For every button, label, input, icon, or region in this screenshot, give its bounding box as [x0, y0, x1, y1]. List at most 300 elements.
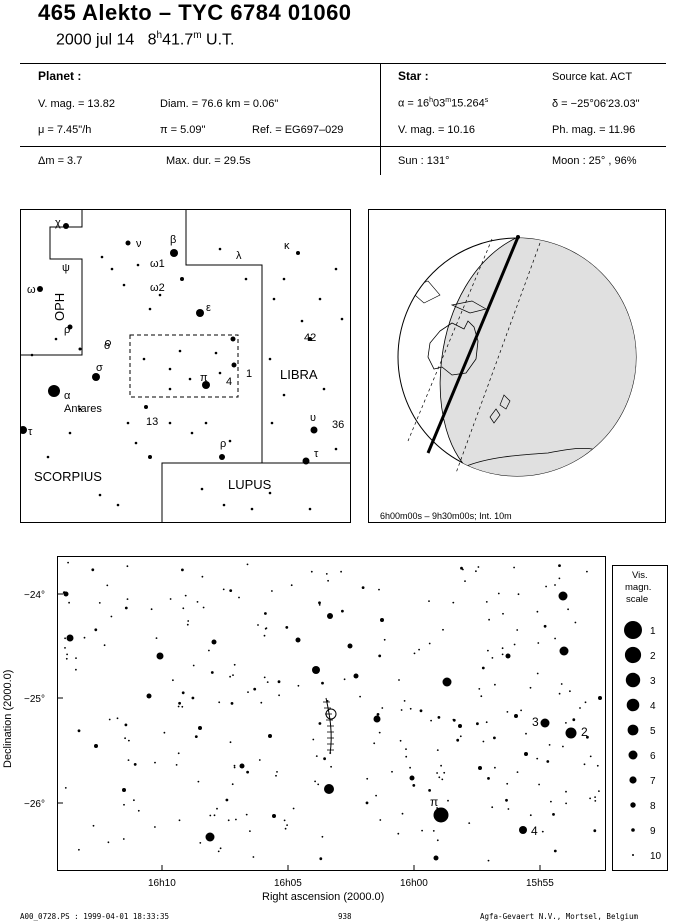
- faint-star: [400, 740, 402, 742]
- faint-star: [291, 584, 293, 586]
- legend-dot-10: [632, 854, 634, 856]
- sun-elongation: Sun : 131°: [398, 155, 450, 167]
- magnitude-legend: [613, 566, 668, 871]
- faint-star: [579, 707, 581, 709]
- faint-star: [409, 767, 411, 769]
- faint-star: [127, 565, 129, 567]
- event-date: 2000 jul 14: [56, 31, 135, 49]
- faint-star: [123, 804, 125, 806]
- faint-star: [494, 684, 496, 686]
- ra-h-unit: h: [429, 97, 434, 104]
- planet-parallax: π = 5.09": [160, 124, 206, 136]
- faint-star: [513, 567, 515, 569]
- faint-star: [567, 608, 569, 610]
- star-label-3: 3: [532, 715, 539, 729]
- faint-star: [260, 702, 262, 704]
- faint-star: [214, 814, 216, 816]
- ra-hours: α = 16: [398, 97, 430, 110]
- faint-star: [502, 613, 504, 615]
- faint-star: [91, 568, 94, 571]
- faint-star: [123, 838, 125, 840]
- delta-mag: Δm = 3.7: [38, 155, 83, 167]
- faint-star: [429, 643, 431, 645]
- faint-star: [475, 570, 477, 572]
- faint-star: [502, 647, 504, 649]
- faint-star: [319, 857, 322, 860]
- faint-star: [78, 729, 81, 732]
- faint-star: [229, 676, 231, 678]
- faint-star: [133, 799, 135, 801]
- faint-star: [117, 717, 119, 719]
- faint-star: [195, 735, 198, 738]
- faint-star: [278, 694, 280, 696]
- info-top-rule: [20, 63, 666, 64]
- faint-star: [267, 681, 269, 683]
- faint-star: [223, 589, 225, 591]
- faint-star: [317, 784, 319, 786]
- faint-star: [452, 602, 454, 604]
- faint-star: [514, 644, 516, 646]
- faint-star: [488, 860, 490, 862]
- faint-star: [517, 771, 519, 773]
- label-42: 42: [304, 332, 317, 344]
- faint-star: [253, 856, 255, 858]
- faint-star: [366, 802, 369, 805]
- label-epsilon: ε: [206, 302, 211, 314]
- faint-star: [253, 688, 256, 691]
- faint-star: [187, 620, 189, 622]
- faint-star: [492, 657, 494, 659]
- minute-unit: m: [193, 30, 202, 41]
- star-vmag: V. mag. = 10.16: [398, 124, 475, 136]
- faint-star: [264, 635, 266, 637]
- faint-star: [124, 737, 126, 739]
- faint-star: [293, 808, 295, 810]
- faint-star: [498, 593, 500, 595]
- faint-star: [192, 697, 195, 700]
- planet-reference: Ref. = EG697–029: [252, 124, 344, 136]
- xtick-16h10: 16h10: [148, 878, 176, 889]
- faint-star: [178, 706, 180, 708]
- faint-star: [554, 584, 556, 586]
- faint-star: [138, 810, 140, 812]
- faint-star: [234, 664, 236, 666]
- faint-star: [232, 674, 234, 676]
- faint-star: [220, 847, 222, 849]
- faint-star: [128, 740, 130, 742]
- faint-star: [64, 637, 66, 639]
- faint-star: [78, 849, 80, 851]
- y-axis-label: Declination (2000.0): [2, 669, 14, 768]
- faint-star: [438, 716, 441, 719]
- faint-star: [530, 814, 532, 816]
- faint-star: [199, 842, 201, 844]
- faint-star: [109, 719, 111, 721]
- globe-panel: [368, 209, 666, 523]
- legend-label-9: 9: [650, 826, 656, 837]
- faint-star: [176, 764, 178, 766]
- faint-star: [359, 696, 361, 698]
- faint-star: [234, 767, 236, 769]
- faint-star: [231, 702, 234, 705]
- faint-star: [230, 741, 232, 743]
- label-omega1: ω1: [150, 258, 165, 270]
- faint-star: [487, 777, 490, 780]
- faint-star: [264, 677, 266, 679]
- faint-star: [232, 783, 234, 785]
- label-36: 36: [332, 419, 345, 431]
- ra-s-unit: s: [484, 97, 489, 104]
- label-omicron: o: [104, 340, 111, 352]
- faint-star: [246, 814, 248, 816]
- faint-star: [410, 708, 412, 710]
- faint-star: [491, 806, 493, 808]
- faint-star: [178, 702, 181, 705]
- label-4: 4: [226, 376, 233, 388]
- legend-label-8: 8: [650, 801, 656, 812]
- label-nu: ν: [136, 238, 142, 250]
- time-system: U.T.: [206, 31, 235, 49]
- star-label-pi: π: [430, 795, 439, 809]
- legend-label-7: 7: [650, 776, 656, 787]
- faint-star: [94, 628, 97, 631]
- faint-star: [211, 671, 214, 674]
- faint-star: [275, 775, 277, 777]
- faint-star: [433, 830, 435, 832]
- faint-star: [178, 752, 180, 754]
- globe-caption: 6h00m00s – 9h30m00s; Int. 10m: [380, 511, 512, 521]
- faint-star: [418, 649, 420, 651]
- faint-star: [246, 771, 249, 774]
- footer-page: 938: [338, 912, 352, 921]
- faint-star: [398, 679, 400, 681]
- faint-star: [198, 781, 200, 783]
- faint-star: [378, 589, 380, 591]
- faint-star: [312, 739, 314, 741]
- legend-dot-1: [624, 621, 642, 639]
- event-datetime: [56, 30, 235, 49]
- faint-star: [344, 678, 346, 680]
- faint-star: [594, 796, 596, 798]
- label-kappa: κ: [284, 240, 290, 252]
- faint-star: [75, 657, 77, 659]
- faint-star: [181, 569, 184, 572]
- faint-star: [589, 798, 591, 800]
- ytick-26: −26°: [24, 799, 45, 810]
- faint-star: [75, 669, 77, 671]
- faint-star: [456, 739, 459, 742]
- faint-star: [438, 776, 440, 778]
- label-antares: Antares: [64, 403, 102, 415]
- legend-label-2: 2: [650, 651, 656, 662]
- star-chart: [0, 556, 680, 908]
- xtick-16h00: 16h00: [400, 878, 428, 889]
- star-dec: δ = −25°06'23.03": [552, 98, 640, 110]
- faint-star: [375, 795, 377, 797]
- faint-star: [179, 819, 181, 821]
- faint-star: [125, 607, 128, 610]
- faint-star: [430, 720, 432, 722]
- legend-label-1: 1: [650, 626, 656, 637]
- faint-star: [428, 600, 430, 602]
- label-scorpius: SCORPIUS: [34, 469, 102, 484]
- faint-star: [486, 721, 488, 723]
- faint-star: [549, 744, 551, 746]
- faint-star: [486, 601, 488, 603]
- faint-star: [125, 724, 128, 727]
- planet-vmag: V. mag. = 13.82: [38, 98, 115, 110]
- label-alpha: α: [64, 390, 71, 402]
- chart-frame: [58, 557, 606, 871]
- faint-star: [594, 800, 596, 802]
- faint-star: [271, 590, 273, 592]
- faint-star: [64, 647, 66, 649]
- faint-star: [420, 709, 423, 712]
- faint-star: [164, 732, 166, 734]
- faint-star: [341, 610, 344, 613]
- faint-star: [259, 759, 261, 761]
- faint-star: [108, 841, 110, 843]
- label-lambda: λ: [236, 250, 242, 262]
- faint-star: [154, 826, 156, 828]
- legend-title-1: Vis.: [632, 570, 648, 581]
- faint-star: [134, 763, 137, 766]
- faint-star: [437, 749, 439, 751]
- faint-star: [318, 601, 321, 604]
- max-duration: Max. dur. = 29.5s: [166, 155, 251, 167]
- faint-star: [590, 756, 592, 758]
- faint-star: [340, 571, 342, 573]
- faint-star: [264, 612, 267, 615]
- faint-star: [276, 771, 278, 773]
- label-pi: π: [200, 372, 208, 384]
- faint-star: [520, 710, 522, 712]
- faint-star: [508, 808, 510, 810]
- faint-star: [397, 833, 399, 835]
- faint-star: [447, 800, 449, 802]
- legend-dot-7: [629, 776, 636, 783]
- label-rho1: ρ: [64, 324, 71, 336]
- faint-star: [562, 746, 564, 748]
- faint-star: [265, 628, 267, 630]
- faint-star: [319, 722, 322, 725]
- faint-star: [559, 578, 561, 580]
- faint-star: [550, 801, 552, 803]
- footer-file: A00_0728.PS : 1999-04-01 18:33:35: [20, 912, 170, 921]
- legend-title-2: magn.: [625, 582, 652, 593]
- faint-star: [482, 667, 485, 670]
- faint-star: [323, 757, 326, 760]
- faint-star: [151, 608, 153, 610]
- label-13: 13: [146, 416, 159, 428]
- faint-star: [428, 789, 431, 792]
- faint-star: [545, 586, 547, 588]
- ra-m-unit: m: [445, 97, 452, 104]
- faint-star: [68, 602, 70, 604]
- faint-star: [284, 820, 286, 822]
- ytick-24: −24°: [24, 590, 45, 601]
- faint-star: [593, 829, 596, 832]
- faint-star: [441, 779, 443, 781]
- faint-star: [468, 822, 470, 824]
- faint-star: [464, 580, 466, 582]
- faint-star: [544, 625, 547, 628]
- faint-star: [238, 597, 240, 599]
- faint-star: [66, 658, 68, 660]
- moon-info: Moon : 25° , 96%: [552, 155, 637, 167]
- faint-star: [585, 701, 587, 703]
- star-label-2: 2: [581, 725, 588, 739]
- faint-star: [216, 808, 218, 810]
- faint-star: [401, 709, 403, 711]
- ra-minutes: 03: [433, 97, 446, 110]
- faint-star: [319, 604, 321, 606]
- faint-star: [536, 758, 538, 760]
- faint-star: [208, 650, 210, 652]
- faint-star: [154, 762, 156, 764]
- faint-star: [502, 654, 504, 656]
- faint-star: [561, 683, 563, 685]
- label-psi: ψ: [62, 262, 70, 274]
- label-ophiuchus: OPH: [52, 292, 67, 321]
- faint-star: [286, 824, 288, 826]
- faint-star: [478, 566, 480, 568]
- faint-star: [437, 839, 439, 841]
- legend-dot-9: [631, 828, 635, 832]
- page-title: 465 Alekto – TYC 6784 01060: [38, 0, 352, 25]
- faint-star: [460, 735, 462, 737]
- planet-diameter: Diam. = 76.6 km = 0.06": [160, 98, 279, 110]
- faint-star: [402, 813, 404, 815]
- label-tau1: τ: [28, 426, 33, 438]
- xtick-15h55: 15h55: [526, 878, 554, 889]
- legend-dot-6: [629, 751, 638, 760]
- faint-star: [377, 713, 380, 716]
- faint-star: [330, 766, 332, 768]
- faint-star: [366, 778, 368, 780]
- faint-star: [460, 567, 463, 570]
- faint-star: [565, 722, 567, 724]
- faint-star: [487, 650, 489, 652]
- label-beta: β: [170, 234, 177, 246]
- faint-star: [172, 679, 174, 681]
- faint-star: [99, 602, 101, 604]
- faint-star: [257, 624, 259, 626]
- faint-star: [311, 571, 313, 573]
- label-upsilon: υ: [310, 412, 317, 424]
- faint-star: [525, 733, 527, 735]
- faint-star: [478, 688, 480, 690]
- faint-star: [436, 772, 438, 774]
- faint-star: [327, 580, 329, 582]
- faint-star: [421, 830, 423, 832]
- faint-star: [111, 616, 113, 618]
- faint-star: [197, 601, 199, 603]
- label-1: 1: [246, 368, 253, 380]
- faint-star: [493, 737, 496, 740]
- faint-star: [285, 626, 288, 629]
- faint-star: [542, 831, 544, 833]
- star-heading: Star :: [398, 69, 429, 83]
- faint-star: [483, 741, 485, 743]
- faint-star: [494, 767, 496, 769]
- ra-seconds: 15.264: [451, 97, 485, 110]
- faint-star: [278, 680, 281, 683]
- legend-dot-4: [627, 699, 640, 712]
- xtick-16h05: 16h05: [274, 878, 302, 889]
- faint-star: [93, 825, 95, 827]
- star-ra: [398, 97, 488, 110]
- finder-chart: [20, 209, 351, 523]
- faint-star: [558, 564, 561, 567]
- info-divider: [380, 63, 381, 175]
- faint-star: [218, 701, 220, 703]
- faint-star: [538, 784, 540, 786]
- label-libra: LIBRA: [280, 367, 318, 382]
- label-lupus: LUPUS: [228, 477, 272, 492]
- faint-star: [537, 611, 539, 613]
- footer-credit: Agfa-Gevaert N.V., Mortsel, Belgium: [480, 912, 639, 921]
- faint-star: [480, 695, 482, 697]
- faint-star: [247, 564, 249, 566]
- faint-star: [314, 781, 316, 783]
- faint-star: [193, 665, 195, 667]
- legend-label-4: 4: [650, 701, 656, 712]
- faint-star: [128, 759, 130, 761]
- legend-dot-5: [628, 725, 639, 736]
- info-mid-rule: [20, 146, 666, 147]
- legend-dot-8: [630, 802, 635, 807]
- faint-star: [373, 742, 375, 744]
- faint-star: [209, 815, 211, 817]
- label-omega2: ω2: [150, 282, 165, 294]
- faint-star: [84, 637, 86, 639]
- faint-star: [170, 598, 172, 600]
- faint-star: [378, 655, 381, 658]
- faint-star: [453, 719, 456, 722]
- faint-star: [537, 673, 539, 675]
- faint-star: [127, 598, 129, 600]
- faint-star: [554, 638, 556, 640]
- faint-star: [505, 799, 508, 802]
- faint-star: [234, 765, 236, 767]
- faint-star: [379, 819, 381, 821]
- faint-star: [597, 765, 599, 767]
- label-omega: ω: [27, 284, 36, 296]
- legend-dot-2: [625, 647, 641, 663]
- legend-label-10: 10: [650, 851, 662, 862]
- faint-star: [552, 813, 555, 816]
- faint-star: [326, 573, 328, 575]
- faint-star: [405, 756, 407, 758]
- label-rho2: ρ: [220, 438, 227, 450]
- legend-label-5: 5: [650, 726, 656, 737]
- faint-star: [442, 629, 444, 631]
- faint-star: [584, 763, 586, 765]
- faint-star: [106, 585, 108, 587]
- faint-star: [203, 607, 205, 609]
- faint-star: [321, 682, 324, 685]
- faint-star: [63, 591, 66, 594]
- faint-star: [185, 595, 187, 597]
- faint-star: [182, 607, 184, 609]
- legend-label-6: 6: [650, 751, 656, 762]
- faint-star: [384, 639, 386, 641]
- planet-motion: μ = 7.45"/h: [38, 124, 92, 136]
- faint-star: [412, 784, 415, 787]
- faint-star: [298, 685, 300, 687]
- label-tau2: τ: [314, 448, 319, 460]
